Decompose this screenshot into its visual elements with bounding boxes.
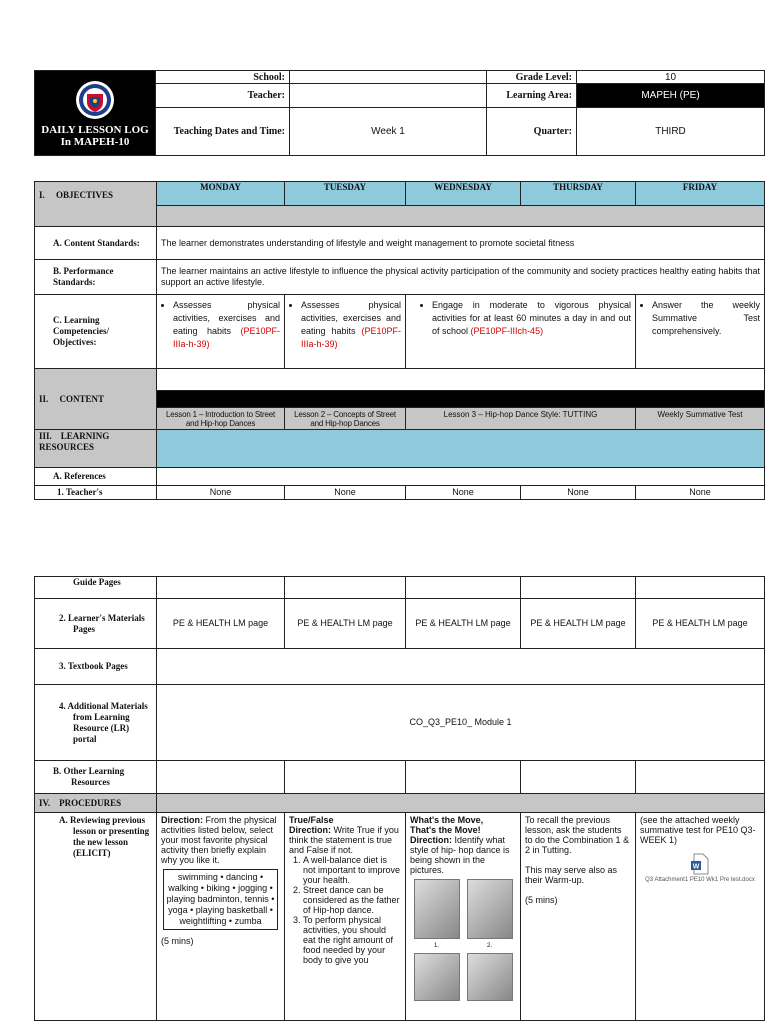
deped-seal-icon [75, 80, 115, 120]
proc-monday: Direction: From the physical activities listed below, select your most favorite physical activity then briefly explain why you like it. swimming • dancing • walking • biking • jogging • playing badminton, tennis • yoga • playing basketball • weightlifting • zumba (5 mins) [157, 813, 285, 1021]
teacher-value [290, 84, 487, 108]
reviewing-lesson-label: A. Reviewing previous lesson or presenting the new lesson (ELICIT) [35, 813, 157, 1021]
tg-tuesday: None [285, 486, 406, 500]
day-wednesday: WEDNESDAY [406, 182, 521, 206]
proc-friday: (see the attached weekly summative test for PE10 Q3-WEEK 1) W Q3 Attachment1 PE10 Wk1 Pre test.docx [636, 813, 765, 1021]
summative-title: Weekly Summative Test [636, 408, 765, 430]
performance-standards-label: B. Performance Standards: [35, 260, 157, 295]
teachers-guide-label: 1. Teacher's [35, 486, 157, 500]
comp-wed-thu: • Engage in moderate to vigorous physical activities for at least 60 minutes a day in and out of school (PE10PF-IIIch-45) [406, 295, 636, 369]
content-standards-label: A. Content Standards: [35, 227, 157, 260]
tg-friday: None [636, 486, 765, 500]
proc-thursday: To recall the previous lesson, ask the students to do the Combination 1 & 2 in Tutting. This may serve also as their Warm-up. (5 mins) [521, 813, 636, 1021]
other-resources-label: B. Other Learning Resources [35, 761, 157, 794]
area-value: MAPEH (PE) [577, 84, 765, 108]
resources-blue-band [157, 430, 765, 468]
grade-label: Grade Level: [487, 71, 577, 84]
procedures-grey-band [157, 794, 765, 813]
tg-thursday: None [521, 486, 636, 500]
teachers-guide-cont: Guide Pages [35, 577, 157, 599]
dll-title-cell [35, 71, 156, 156]
objectives-heading: I. OBJECTIVES [35, 182, 157, 227]
tg-wednesday: None [406, 486, 521, 500]
school-value [290, 71, 487, 84]
lesson-table-page1 [34, 181, 765, 500]
resources-heading: III. LEARNING RESOURCES [35, 430, 157, 468]
objectives-grey-band [157, 206, 765, 227]
dll-title-line1: DAILY LESSON LOG [41, 124, 149, 136]
references-blank [157, 468, 765, 486]
dance-picture-4 [467, 953, 513, 1001]
lm-monday: PE & HEALTH LM page [157, 599, 285, 649]
learners-materials-label: 2. Learner's Materials Pages [35, 599, 157, 649]
textbook-label: 3. Textbook Pages [35, 649, 157, 685]
quarter-label: Quarter: [487, 108, 577, 156]
performance-standards-text: The learner maintains an active lifestyle to influence the physical activity participation of the community and society practices healthy eating habits that support an active lifestyle. [157, 260, 765, 295]
attached-file-name: Q3 Attachment1 PE10 Wk1 Pre test.docx [645, 877, 755, 883]
lm-wednesday: PE & HEALTH LM page [406, 599, 521, 649]
lesson2-title: Lesson 2 – Concepts of Street and Hip-hop Dances [285, 408, 406, 430]
day-monday: MONDAY [157, 182, 285, 206]
proc-wednesday: What's the Move, That's the Move! Direction: Identify what style of hip- hop dance is being shown in the pictures. 1. 2. [406, 813, 521, 1021]
tg-monday: None [157, 486, 285, 500]
competencies-label: C. Learning Competencies/ Objectives: [35, 295, 157, 369]
mon-time: (5 mins) [161, 936, 194, 946]
day-thursday: THURSDAY [521, 182, 636, 206]
area-label: Learning Area: [487, 84, 577, 108]
content-standards-text: The learner demonstrates understanding of lifestyle and weight management to promote societal fitness [157, 227, 765, 260]
textbook-blank [157, 649, 765, 685]
comp-monday: • Assesses physical activities, exercises and eating habits (PE10PF-IIIa-h-39) [157, 295, 285, 369]
dll-title-line2: In MAPEH-10 [60, 136, 130, 148]
day-friday: FRIDAY [636, 182, 765, 206]
dance-picture-2 [467, 879, 513, 939]
procedures-heading: IV. PROCEDURES [35, 794, 157, 813]
lm-thursday: PE & HEALTH LM page [521, 599, 636, 649]
word-document-icon [691, 853, 709, 875]
additional-materials-label: 4. Additional Materials from Learning Resource (LR) portal [35, 685, 157, 761]
svg-text:W: W [692, 863, 700, 871]
grade-value: 10 [577, 71, 765, 84]
lesson-table-page2 [34, 576, 765, 1021]
comp-tuesday: • Assesses physical activities, exercises and eating habits (PE10PF-IIIa-h-39) [285, 295, 406, 369]
content-heading: II. CONTENT [35, 369, 157, 430]
proc-tuesday: True/False Direction: Write True if you think the statement is true and False if not. 1. A well-balance diet is not important to improve your health. 2. Street dance can be considered as the father of Hip-hop dance. 3. To perform physical activities, you should eat the right amount of food needed by your body to give you [285, 813, 406, 1021]
lesson3-title: Lesson 3 – Hip-hop Dance Style: TUTTING [406, 408, 636, 430]
lm-friday: PE & HEALTH LM page [636, 599, 765, 649]
teacher-label: Teacher: [156, 84, 290, 108]
tf-item: 1. A well-balance diet is not important to improve your health. [303, 855, 401, 885]
tf-item: 2. Street dance can be considered as the father of Hip-hop dance. [303, 885, 401, 915]
additional-materials-value: CO_Q3_PE10_ Module 1 [157, 685, 765, 761]
dates-value: Week 1 [290, 108, 487, 156]
content-blank-row [157, 369, 765, 391]
lm-tuesday: PE & HEALTH LM page [285, 599, 406, 649]
day-tuesday: TUESDAY [285, 182, 406, 206]
school-label: School: [156, 71, 290, 84]
dance-picture-3 [414, 953, 460, 1001]
attached-file[interactable] [640, 853, 760, 884]
comp-friday: • Answer the weekly Summative Test comprehensively. [636, 295, 765, 369]
lesson1-title: Lesson 1 – Introduction to Street and Hip-hop Dances [157, 408, 285, 430]
quarter-value: THIRD [577, 108, 765, 156]
content-black-band [157, 391, 765, 408]
activity-list-box: swimming • dancing • walking • biking • jogging • playing badminton, tennis • yoga • playing basketball • weightlifting • zumba [163, 869, 278, 930]
references-label: A. References [35, 468, 157, 486]
header-table [34, 70, 765, 156]
dance-picture-1 [414, 879, 460, 939]
dates-label: Teaching Dates and Time: [156, 108, 290, 156]
tf-item: 3. To perform physical activities, you should eat the right amount of food needed by your body to give you [303, 915, 401, 965]
